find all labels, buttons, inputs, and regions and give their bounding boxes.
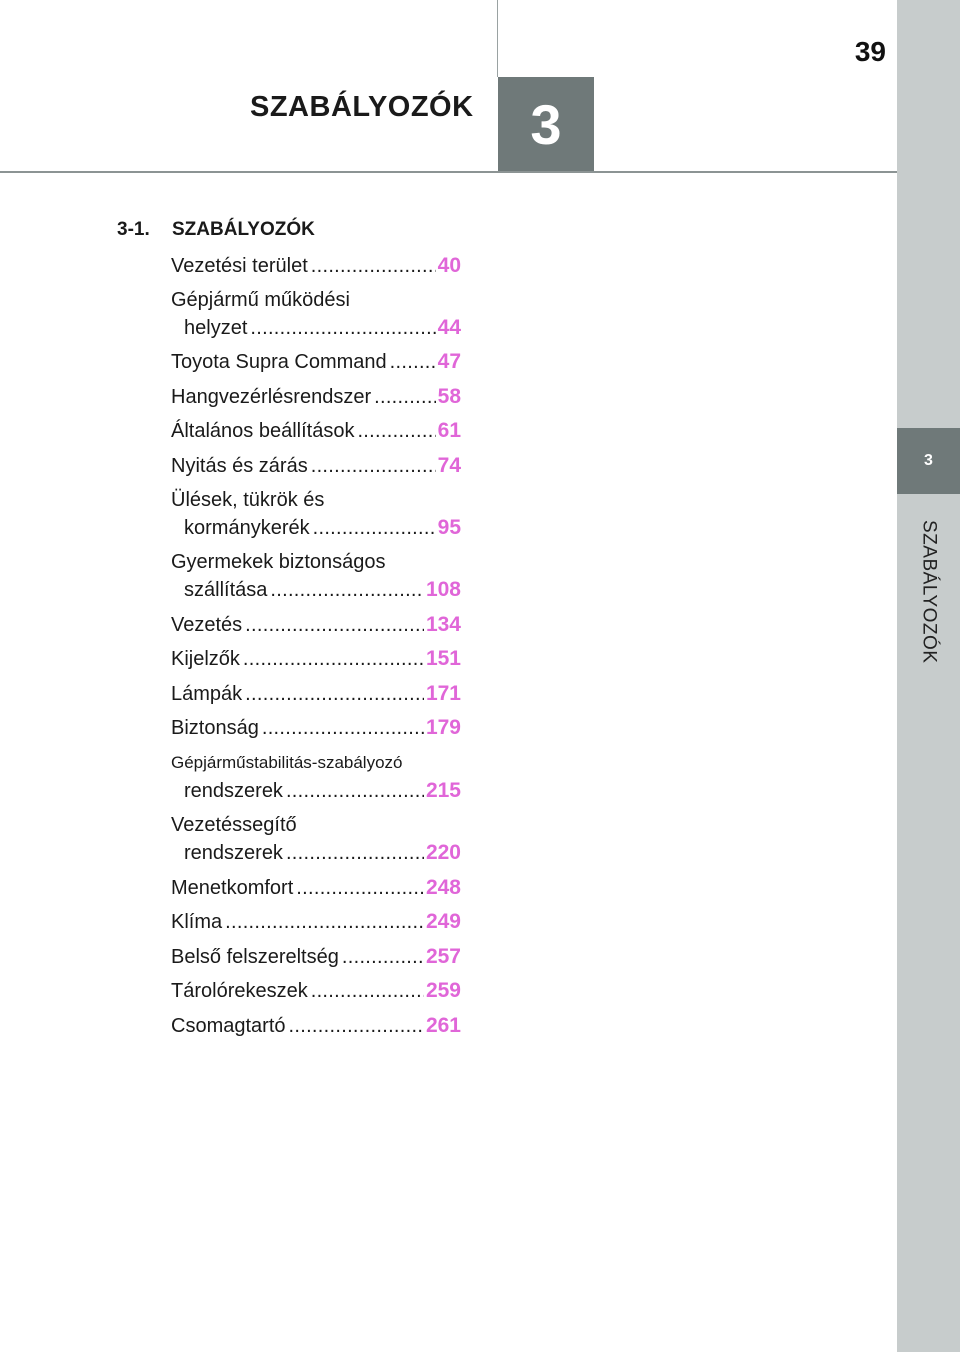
toc-entry-line1: Gépjárműstabilitás-szabályozó bbox=[171, 753, 403, 772]
toc-leader bbox=[245, 611, 424, 639]
toc-entry-label: helyzet bbox=[184, 317, 248, 339]
toc-entry-label: Nyitás és zárás bbox=[171, 455, 308, 477]
toc-entry-line1: Vezetéssegítő bbox=[171, 814, 297, 836]
toc-page-link[interactable]: 179 bbox=[425, 716, 461, 739]
toc-leader bbox=[296, 874, 424, 902]
toc-page-link[interactable]: 151 bbox=[425, 647, 461, 670]
header-divider bbox=[0, 171, 897, 173]
toc-entry-label: Menetkomfort bbox=[171, 877, 294, 899]
toc-page-link[interactable]: 220 bbox=[425, 841, 461, 864]
toc-page-link[interactable]: 248 bbox=[425, 876, 461, 899]
toc-entry[interactable] bbox=[171, 314, 461, 342]
toc-entry[interactable] bbox=[171, 514, 461, 542]
toc-entry[interactable] bbox=[171, 452, 461, 480]
page-number: 39 bbox=[854, 36, 886, 67]
toc-page-link[interactable]: 261 bbox=[425, 1014, 461, 1037]
toc-entry-label: Vezetés bbox=[171, 614, 243, 636]
toc-entry-label: rendszerek bbox=[184, 842, 283, 864]
toc-entry[interactable] bbox=[171, 1012, 461, 1040]
toc-leader bbox=[374, 383, 436, 411]
toc-entry-label: rendszerek bbox=[184, 780, 283, 802]
toc-leader bbox=[311, 452, 436, 480]
toc-entry-label: kormánykerék bbox=[184, 517, 310, 539]
side-chapter-label-container bbox=[897, 520, 960, 690]
toc-entry[interactable] bbox=[171, 611, 461, 639]
toc-leader bbox=[357, 417, 435, 445]
toc-entry-label: Belső felszereltség bbox=[171, 946, 339, 968]
toc-leader bbox=[311, 977, 424, 1005]
toc-leader bbox=[390, 348, 436, 376]
toc-entry-label: Hangvezérlésrendszer bbox=[171, 386, 372, 408]
toc-leader bbox=[243, 645, 424, 673]
section-title: SZABÁLYOZÓK bbox=[172, 219, 315, 240]
toc-page-link[interactable]: 171 bbox=[425, 682, 461, 705]
toc-page-link[interactable]: 257 bbox=[425, 945, 461, 968]
toc-entry[interactable] bbox=[171, 383, 461, 411]
toc-leader bbox=[289, 1012, 424, 1040]
toc-leader bbox=[250, 314, 435, 342]
section-heading bbox=[117, 219, 315, 241]
section-number: 3-1. bbox=[117, 219, 150, 240]
toc-leader bbox=[286, 777, 424, 805]
toc-entry-line1: Ülések, tükrök és bbox=[171, 489, 325, 511]
toc-leader bbox=[342, 943, 424, 971]
header-divider-vertical bbox=[497, 0, 498, 77]
toc-leader bbox=[286, 839, 424, 867]
chapter-title: SZABÁLYOZÓK bbox=[250, 91, 474, 123]
toc-leader bbox=[262, 714, 424, 742]
chapter-number-box bbox=[498, 77, 594, 172]
toc-page-link[interactable]: 134 bbox=[425, 613, 461, 636]
toc-entry[interactable] bbox=[171, 908, 461, 936]
toc-entry-label: Általános beállítások bbox=[171, 420, 355, 442]
toc-page-link[interactable]: 61 bbox=[437, 419, 461, 442]
toc-entry[interactable] bbox=[171, 714, 461, 742]
toc-page-link[interactable]: 47 bbox=[437, 350, 461, 373]
toc-entry-label: Toyota Supra Command bbox=[171, 351, 387, 373]
toc-page-link[interactable]: 44 bbox=[437, 316, 461, 339]
toc-entry-label: Vezetési terület bbox=[171, 255, 308, 277]
toc-entry[interactable] bbox=[171, 645, 461, 673]
toc-page-link[interactable]: 58 bbox=[437, 385, 461, 408]
side-chapter-tab[interactable] bbox=[897, 428, 960, 494]
toc-entry[interactable] bbox=[171, 417, 461, 445]
toc-entry-label: Csomagtartó bbox=[171, 1015, 286, 1037]
toc-page-link[interactable]: 108 bbox=[425, 578, 461, 601]
toc-entry[interactable] bbox=[171, 977, 461, 1005]
toc-entry[interactable] bbox=[171, 680, 461, 708]
toc-leader bbox=[270, 576, 424, 604]
toc-entry[interactable] bbox=[171, 576, 461, 604]
toc-entry-label: Klíma bbox=[171, 911, 223, 933]
toc-entry-label: Biztonság bbox=[171, 717, 259, 739]
toc-entry[interactable] bbox=[171, 874, 461, 902]
toc-entry-label: Lámpák bbox=[171, 683, 243, 705]
toc-entry[interactable] bbox=[171, 943, 461, 971]
toc-entry[interactable] bbox=[171, 839, 461, 867]
side-chapter-label: SZABÁLYOZÓK bbox=[918, 520, 940, 664]
toc-leader bbox=[311, 252, 436, 280]
toc-entry-label: Tárolórekeszek bbox=[171, 980, 308, 1002]
toc-entry[interactable] bbox=[171, 348, 461, 376]
toc-page-link[interactable]: 215 bbox=[425, 779, 461, 802]
toc-leader bbox=[225, 908, 424, 936]
toc-page-link[interactable]: 95 bbox=[437, 516, 461, 539]
chapter-number: 3 bbox=[530, 93, 562, 156]
toc-entry[interactable] bbox=[171, 252, 461, 280]
toc-entry[interactable] bbox=[171, 777, 461, 805]
toc-entry-line1: Gyermekek biztonságos bbox=[171, 551, 386, 573]
toc-entry-line1: Gépjármű működési bbox=[171, 289, 350, 311]
toc-page-link[interactable]: 249 bbox=[425, 910, 461, 933]
toc-leader bbox=[313, 514, 436, 542]
side-chapter-number: 3 bbox=[924, 452, 933, 469]
toc-entry-label: Kijelzők bbox=[171, 648, 240, 670]
toc-page-link[interactable]: 259 bbox=[425, 979, 461, 1002]
toc-page-link[interactable]: 40 bbox=[437, 254, 461, 277]
toc-page-link[interactable]: 74 bbox=[437, 454, 461, 477]
toc-leader bbox=[245, 680, 424, 708]
toc-entry-label: szállítása bbox=[184, 579, 268, 601]
